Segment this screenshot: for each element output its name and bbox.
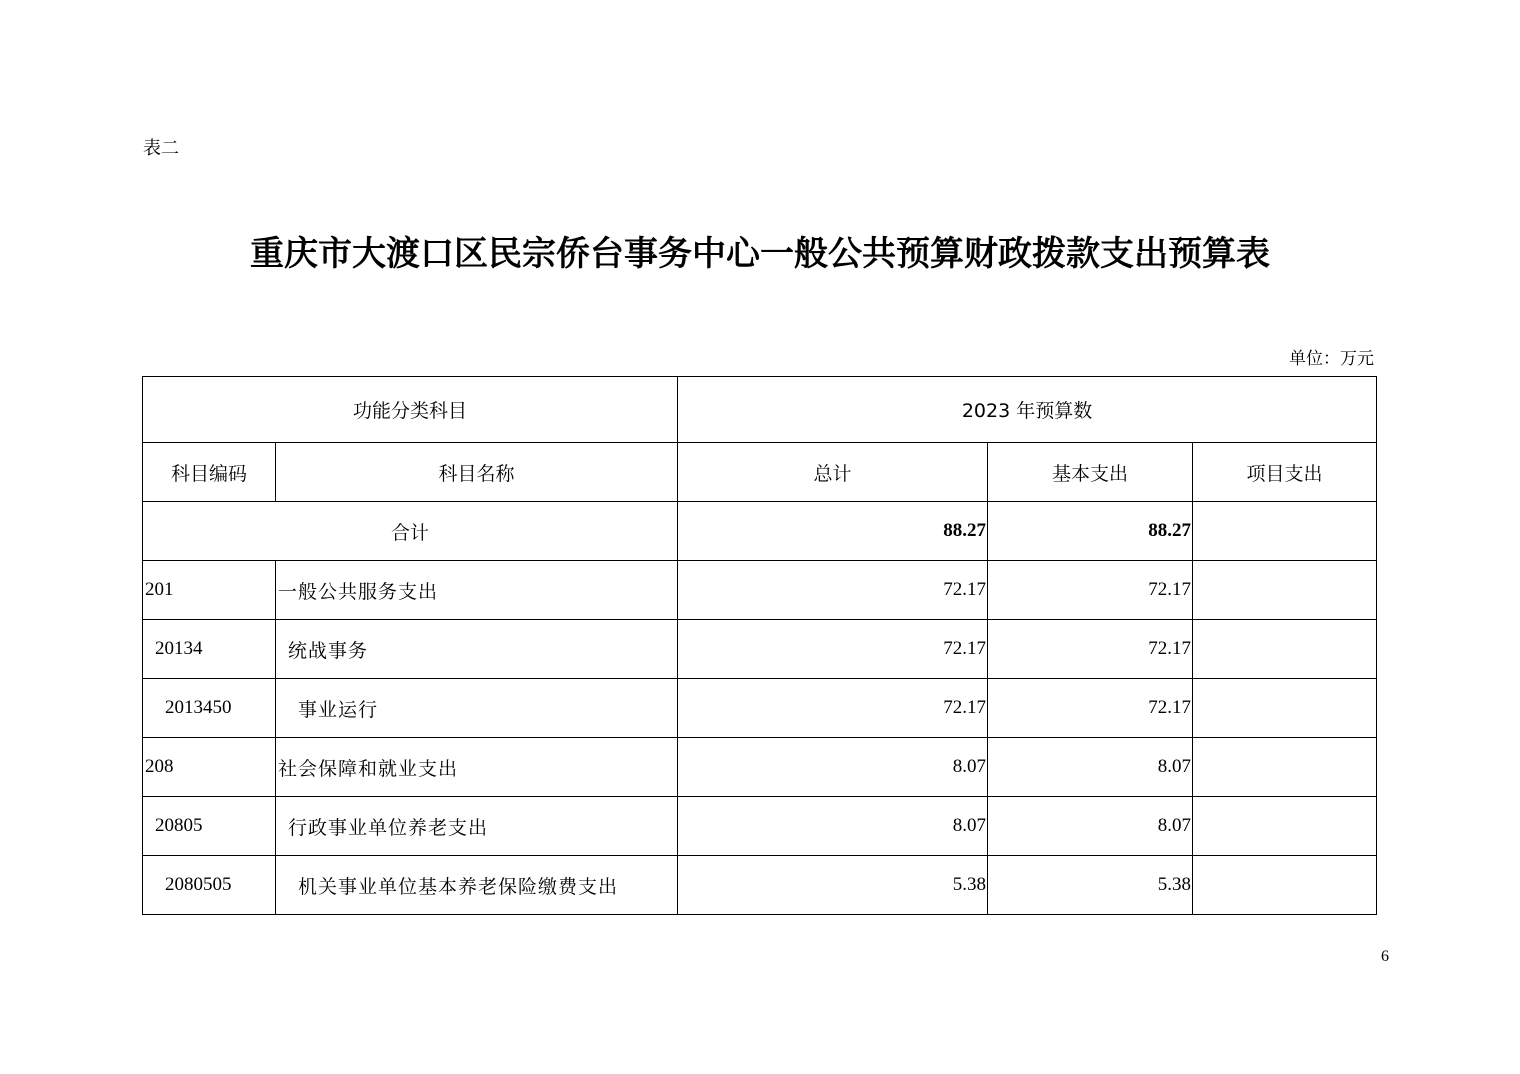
header-name: 科目名称 — [276, 443, 678, 502]
header-basic: 基本支出 — [988, 443, 1193, 502]
row-total: 72.17 — [678, 679, 988, 738]
total-label: 合计 — [143, 502, 678, 561]
row-project — [1193, 738, 1377, 797]
row-code: 201 — [143, 561, 276, 620]
row-basic: 8.07 — [988, 738, 1193, 797]
row-total: 8.07 — [678, 738, 988, 797]
header-code: 科目编码 — [143, 443, 276, 502]
row-code: 2013450 — [143, 679, 276, 738]
row-project — [1193, 797, 1377, 856]
header-project: 项目支出 — [1193, 443, 1377, 502]
unit-label: 单位：万元 — [1289, 349, 1374, 369]
header-function-category: 功能分类科目 — [143, 377, 678, 443]
row-basic: 72.17 — [988, 679, 1193, 738]
row-total: 72.17 — [678, 620, 988, 679]
row-basic: 72.17 — [988, 620, 1193, 679]
row-project — [1193, 679, 1377, 738]
header-group-row — [143, 377, 1377, 443]
total-project — [1193, 502, 1377, 561]
row-basic: 8.07 — [988, 797, 1193, 856]
row-basic: 5.38 — [988, 856, 1193, 915]
table-row — [143, 856, 1377, 915]
row-total: 72.17 — [678, 561, 988, 620]
header-column-row — [143, 443, 1377, 502]
table-row — [143, 620, 1377, 679]
row-total: 8.07 — [678, 797, 988, 856]
row-code: 208 — [143, 738, 276, 797]
page-number: 6 — [1381, 948, 1389, 965]
table-row — [143, 679, 1377, 738]
row-total: 5.38 — [678, 856, 988, 915]
header-budget-year: 2023 年预算数 — [678, 377, 1377, 443]
row-project — [1193, 620, 1377, 679]
row-name: 行政事业单位养老支出 — [276, 797, 678, 856]
row-name: 一般公共服务支出 — [276, 561, 678, 620]
total-basic: 88.27 — [988, 502, 1193, 561]
row-name: 机关事业单位基本养老保险缴费支出 — [276, 856, 678, 915]
row-name: 事业运行 — [276, 679, 678, 738]
row-code: 20134 — [143, 620, 276, 679]
row-project — [1193, 856, 1377, 915]
table-label: 表二 — [143, 138, 179, 159]
table-row — [143, 738, 1377, 797]
row-code: 20805 — [143, 797, 276, 856]
total-row — [143, 502, 1377, 561]
page-title: 重庆市大渡口区民宗侨台事务中心一般公共预算财政拨款支出预算表 — [250, 234, 1270, 274]
row-basic: 72.17 — [988, 561, 1193, 620]
header-total: 总计 — [678, 443, 988, 502]
row-name: 统战事务 — [276, 620, 678, 679]
row-code: 2080505 — [143, 856, 276, 915]
table-row — [143, 561, 1377, 620]
total-total: 88.27 — [678, 502, 988, 561]
budget-table — [142, 376, 1377, 915]
row-name: 社会保障和就业支出 — [276, 738, 678, 797]
table-row — [143, 797, 1377, 856]
row-project — [1193, 561, 1377, 620]
